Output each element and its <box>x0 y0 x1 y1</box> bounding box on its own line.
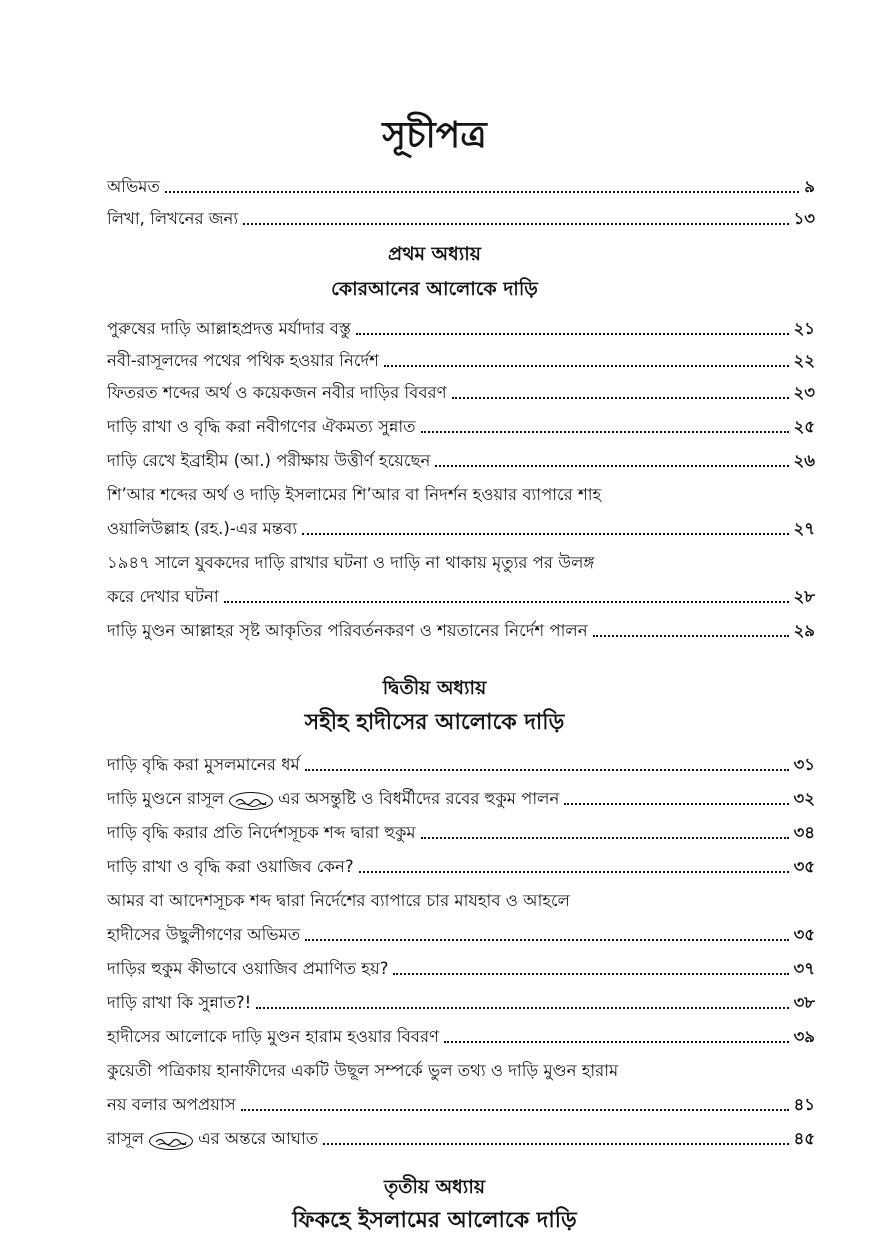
entry-title: দাড়ি রেখে ইব্রাহীম (আ.) পরীক্ষায় উত্তীর্ণ হয়েছেন <box>107 451 431 470</box>
chapter-heading: প্রথম অধ্যায় <box>388 243 481 265</box>
toc-entry <box>107 1118 815 1150</box>
toc-entry <box>107 166 815 198</box>
entry-title: দাড়ি বৃদ্ধি করা মুসলমানের ধর্ম <box>107 755 300 774</box>
dot-leader <box>305 937 788 941</box>
toc-entry <box>107 308 815 340</box>
page-title: সূচীপত্র <box>382 115 487 156</box>
toc-entry <box>107 406 815 438</box>
toc-entry <box>107 812 815 844</box>
entry-title: অভিমত <box>107 177 160 196</box>
dot-leader <box>359 869 789 873</box>
toc-entry <box>107 340 815 372</box>
entry-title: নয় বলার অপপ্রয়াস <box>107 1095 236 1114</box>
entry-page: ৩৯ <box>793 1027 815 1046</box>
salutation-seal-icon <box>149 1132 193 1150</box>
entry-page: ৩৫ <box>793 925 815 944</box>
dot-leader <box>421 429 789 433</box>
entry-page: ৯ <box>804 177 815 196</box>
entry-page: ৩২ <box>793 789 815 808</box>
entry-title: দাড়ি বৃদ্ধি করার প্রতি নির্দেশসূচক শব্দ দ্বারা হুকুম <box>107 823 416 842</box>
entry-title: পুরুষের দাড়ি আল্লাহপ্রদত্ত মর্যাদার বস্তু <box>107 319 351 338</box>
entry-title: ওয়ালিউল্লাহ (রহ.)-এর মন্তব্য <box>107 519 298 538</box>
entry-title: দাড়ি রাখা ও বৃদ্ধি করা ওয়াজিব কেন? <box>107 857 354 876</box>
toc-entry <box>107 744 815 776</box>
entry-title: হাদীসের উছুলীগণের অভিমত <box>107 925 301 944</box>
toc-entry <box>107 372 815 404</box>
toc-entry <box>107 576 815 608</box>
entry-page: ৩৭ <box>793 959 815 978</box>
entry-page: ৪১ <box>793 1095 815 1114</box>
toc-entry <box>107 508 815 540</box>
entry-page: ২৩ <box>793 383 815 402</box>
toc-entry <box>107 982 815 1014</box>
dot-leader <box>384 363 789 367</box>
dot-leader <box>564 801 788 805</box>
entry-page: ৩১ <box>793 755 815 774</box>
chapter-subheading: কোরআনের আলোকে দাড়ি <box>331 278 538 300</box>
dot-leader <box>165 189 799 193</box>
entry-title-line1: ১৯৪৭ সালে যুবকদের দাড়ি রাখার ঘটনা ও দাড়ি না থাকায় মৃত্যুর পর উলঙ্গ <box>107 553 595 572</box>
toc-entry <box>107 846 815 878</box>
dot-leader <box>256 1005 788 1009</box>
dot-leader <box>243 221 788 225</box>
dot-leader <box>393 971 788 975</box>
chapter-subheading: সহীহ হাদীসের আলোকে দাড়ি <box>304 710 565 735</box>
entry-page: ২২ <box>793 351 815 370</box>
entry-title-part: রাসূল <box>107 1129 145 1148</box>
dot-leader <box>241 1107 789 1111</box>
entry-page: ২৫ <box>793 417 815 436</box>
entry-page: ২৮ <box>793 587 815 606</box>
toc-entry <box>107 198 815 230</box>
entry-page: ২৯ <box>793 621 815 640</box>
toc-entry <box>107 948 815 980</box>
entry-page: ১৩ <box>793 209 815 228</box>
entry-page: ৪৫ <box>793 1129 815 1148</box>
entry-page: ৩৪ <box>793 823 815 842</box>
toc-entry <box>107 1084 815 1116</box>
entry-title-part: দাড়ি মুণ্ডনে রাসূল <box>107 789 225 808</box>
toc-entry <box>107 440 815 472</box>
dot-leader <box>444 1039 789 1043</box>
dot-leader <box>305 767 789 771</box>
entry-page: ২৬ <box>793 451 815 470</box>
entry-title: দাড়ি মুণ্ডন আল্লাহর সৃষ্ট আকৃতির পরিবর্তনকরণ ও শয়তানের নির্দেশ পালন <box>107 621 588 640</box>
dot-leader <box>356 331 789 335</box>
chapter-subheading: ফিকহে ইসলামের আলোকে দাড়ি <box>292 1208 577 1233</box>
chapter-heading: দ্বিতীয় অধ্যায় <box>382 677 487 699</box>
entry-title-line1: কুয়েতী পত্রিকায় হানাফীদের একটি উছূল সম্পর্কে ভুল তথ্য ও দাড়ি মুণ্ডন হারাম <box>107 1061 619 1080</box>
entry-title: দাড়ির হুকুম কীভাবে ওয়াজিব প্রমাণিত হয়? <box>107 959 389 978</box>
entry-page: ৩৮ <box>793 993 815 1012</box>
entry-title: ফিতরত শব্দের অর্থ ও কয়েকজন নবীর দাড়ির বিবরণ <box>107 383 447 402</box>
entry-title: হাদীসের আলোকে দাড়ি মুণ্ডন হারাম হওয়ার বিবরণ <box>107 1027 440 1046</box>
dot-leader <box>323 1141 788 1145</box>
entry-title-line1: শি’আর শব্দের অর্থ ও দাড়ি ইসলামের শি’আর বা নিদর্শন হওয়ার ব্যাপারে শাহ <box>107 485 602 504</box>
entry-title-line1: আমর বা আদেশসূচক শব্দ দ্বারা নির্দেশের ব্যাপারে চার মাযহাব ও আহলে <box>107 891 570 910</box>
toc-entry <box>107 1016 815 1048</box>
entry-title: করে দেখার ঘটনা <box>107 587 219 606</box>
entry-title: নবী-রাসূলদের পথের পথিক হওয়ার নির্দেশ <box>107 351 379 370</box>
toc-entry <box>107 610 815 642</box>
entry-title-part: এর অন্তরে আঘাত <box>198 1129 319 1148</box>
dot-leader <box>224 599 789 603</box>
dot-leader <box>421 835 789 839</box>
salutation-seal-icon <box>229 792 273 810</box>
entry-title: দাড়ি রাখা ও বৃদ্ধি করা নবীগণের ঐকমত্য সুন্নাত <box>107 417 416 436</box>
entry-page: ২১ <box>793 319 815 338</box>
toc-entry <box>107 914 815 946</box>
dot-leader <box>452 395 789 399</box>
dot-leader <box>593 633 789 637</box>
entry-page: ৩৫ <box>793 857 815 876</box>
chapter-heading: তৃতীয় অধ্যায় <box>383 1176 486 1198</box>
dot-leader <box>435 463 788 467</box>
entry-title-part: এর অসন্তুষ্টি ও বিধর্মীদের রবের হুকুম পালন <box>278 789 560 808</box>
entry-title: লিখা, লিখনের জন্য <box>107 209 239 228</box>
dot-leader <box>302 531 788 535</box>
entry-title: দাড়ি রাখা কি সুন্নাত?! <box>107 993 252 1012</box>
toc-entry <box>107 778 815 810</box>
entry-page: ২৭ <box>793 519 815 538</box>
